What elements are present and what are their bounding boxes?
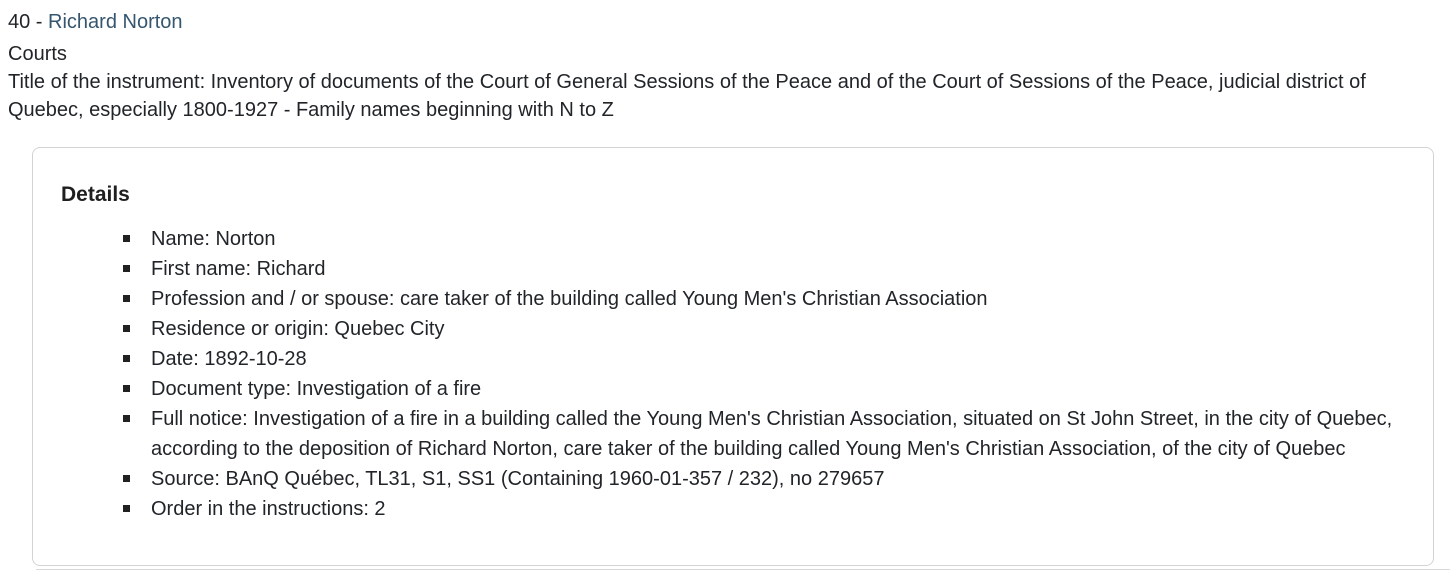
details-heading: Details bbox=[61, 183, 130, 206]
detail-item-source: Source: BAnQ Québec, TL31, S1, SS1 (Containing 1960-01-357 / 232), no 279657 bbox=[151, 464, 1405, 494]
detail-item-profession: Profession and / or spouse: care taker of the building called Young Men's Christian Association bbox=[151, 284, 1405, 314]
detail-item-order: Order in the instructions: 2 bbox=[151, 494, 1405, 524]
detail-item-name: Name: Norton bbox=[151, 224, 1405, 254]
result-header bbox=[8, 8, 1434, 124]
results-divider bbox=[36, 569, 1450, 570]
person-name-link[interactable]: Richard Norton bbox=[48, 11, 183, 33]
details-list bbox=[61, 224, 1405, 524]
instrument-title: Title of the instrument: Inventory of documents of the Court of General Sessions of the Peace and of the Court of Sessions of the Peace, judicial district of Quebec, especially 1800-1927 - Family names beginning with N to Z bbox=[8, 71, 1366, 121]
detail-item-full-notice: Full notice: Investigation of a fire in a building called the Young Men's Christian Association, situated on St John Street, in the city of Quebec, according to the deposition of Richard Norton, care taker of the building called Young Men's Christian Association, of the city of Quebec bbox=[151, 404, 1405, 464]
result-title-line bbox=[8, 8, 1434, 36]
details-card bbox=[32, 147, 1434, 566]
result-category: Courts bbox=[8, 43, 67, 65]
detail-item-date: Date: 1892-10-28 bbox=[151, 344, 1405, 374]
detail-item-first-name: First name: Richard bbox=[151, 254, 1405, 284]
result-number: 40 - bbox=[8, 11, 49, 33]
detail-item-residence: Residence or origin: Quebec City bbox=[151, 314, 1405, 344]
detail-item-document-type: Document type: Investigation of a fire bbox=[151, 374, 1405, 404]
